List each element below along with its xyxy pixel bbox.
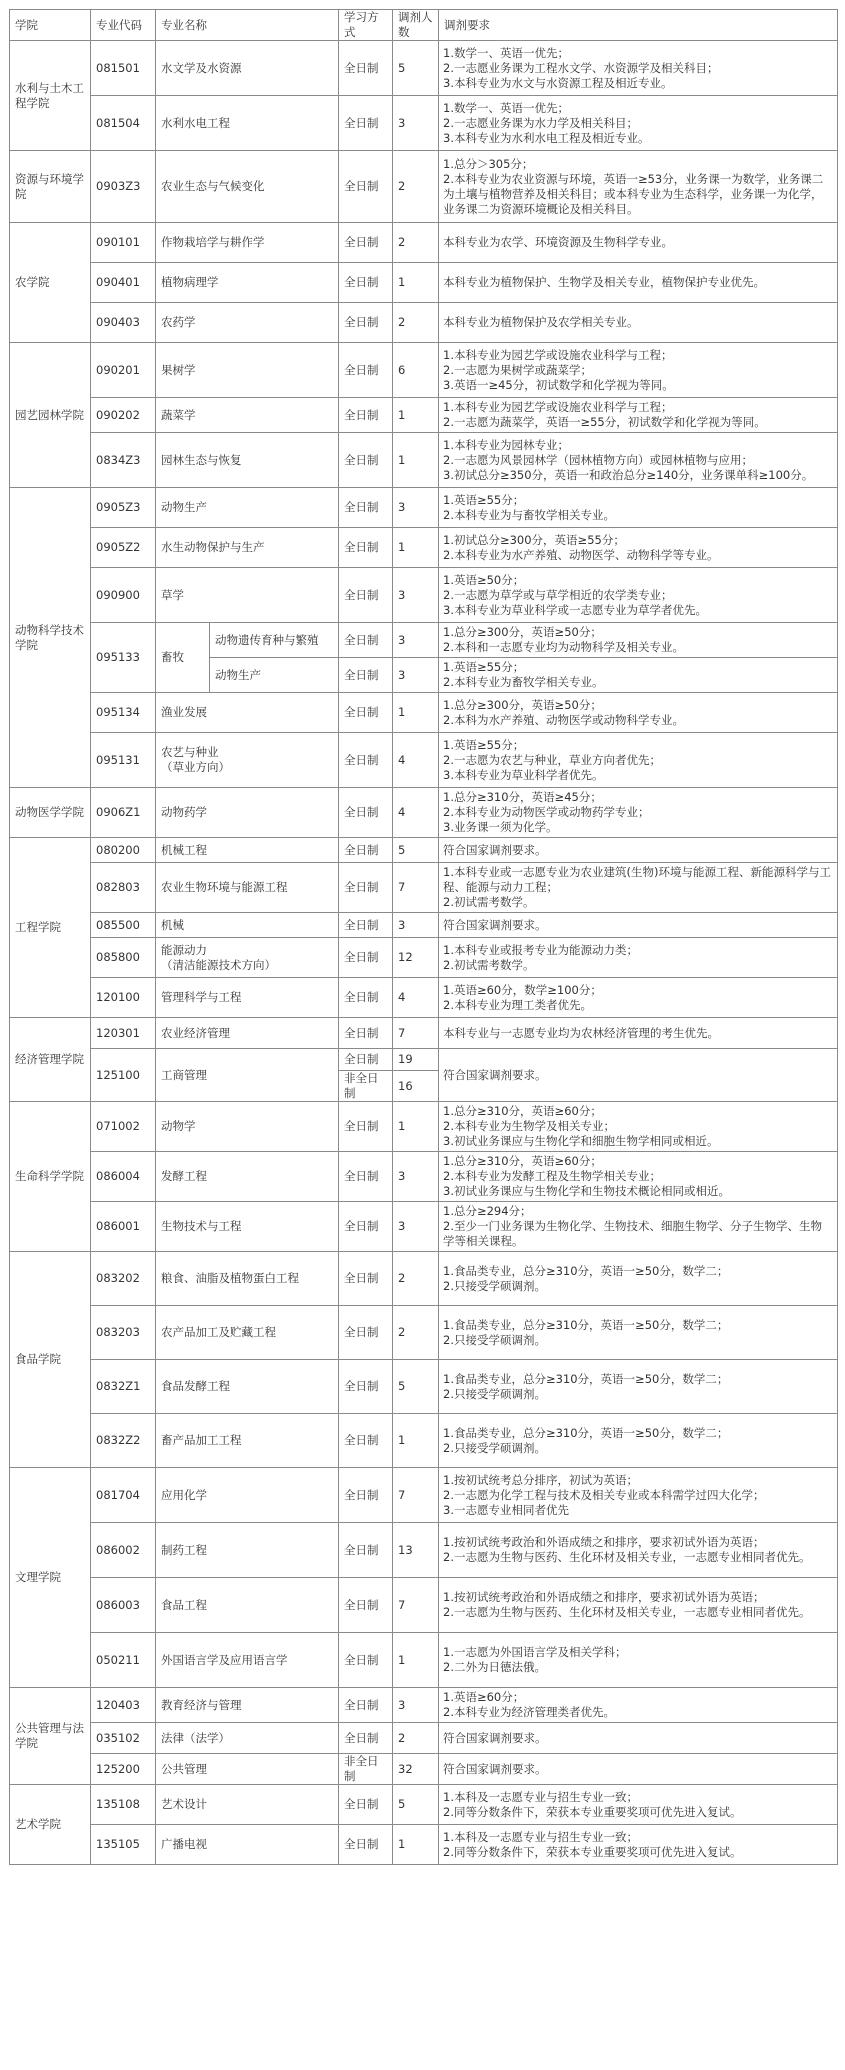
code-cell: 082803 — [91, 863, 156, 913]
table-row — [10, 96, 838, 151]
count-cell: 5 — [393, 41, 439, 96]
requirement-cell: 1.本科及一志愿专业与招生专业一致； 2.同等分数条件下，荣获本专业重要奖项可优先进入复试。 — [439, 1785, 838, 1825]
table-row — [10, 1825, 838, 1865]
table-row — [10, 263, 838, 303]
requirement-cell: 1.英语≥55分； 2.一志愿为农艺与种业，草业方向者优先； 3.本科专业为草业科学者优先。 — [439, 733, 838, 788]
mode-cell: 全日制 — [339, 263, 393, 303]
code-cell: 081704 — [91, 1468, 156, 1523]
table-row — [10, 223, 838, 263]
count-cell: 4 — [393, 788, 439, 838]
requirement-cell: 1.数学一、英语一优先； 2.一志愿业务课为水力学及相关科目； 3.本科专业为水利水电工程及相近专业。 — [439, 96, 838, 151]
mode-cell: 全日制 — [339, 1785, 393, 1825]
table-row — [10, 1723, 838, 1754]
name-cell: 水生动物保护与生产 — [156, 528, 339, 568]
requirement-cell: 1.按初试统考政治和外语成绩之和排序，要求初试外语为英语； 2.一志愿为生物与医药、生化环材及相关专业，一志愿专业相同者优先。 — [439, 1523, 838, 1578]
adjustment-table — [9, 9, 838, 1865]
table-row — [10, 1688, 838, 1723]
college-cell: 水利与土木工程学院 — [10, 41, 91, 151]
name-cell: 渔业发展 — [156, 693, 339, 733]
mode-cell: 全日制 — [339, 1414, 393, 1468]
requirement-cell: 1.本科专业或一志愿专业为农业建筑(生物)环境与能源工程、新能源科学与工程、能源与动力工程； 2.初试需考数学。 — [439, 863, 838, 913]
code-cell: 090202 — [91, 398, 156, 433]
code-cell: 086004 — [91, 1152, 156, 1202]
table-row — [10, 1018, 838, 1049]
name-cell: 畜牧 — [156, 623, 210, 693]
code-cell: 125100 — [91, 1049, 156, 1102]
mode-cell: 全日制 — [339, 1825, 393, 1865]
mode-cell: 全日制 — [339, 1306, 393, 1360]
code-cell: 086003 — [91, 1578, 156, 1633]
mode-cell: 全日制 — [339, 1633, 393, 1688]
count-cell: 1 — [393, 263, 439, 303]
count-cell: 1 — [393, 1825, 439, 1865]
code-cell: 090101 — [91, 223, 156, 263]
mode-cell: 全日制 — [339, 733, 393, 788]
mode-cell: 全日制 — [339, 433, 393, 488]
name-cell: 农药学 — [156, 303, 339, 343]
mode-cell: 全日制 — [339, 788, 393, 838]
requirement-cell: 1.英语≥55分； 2.本科专业为畜牧学相关专业。 — [439, 658, 838, 693]
mode-cell: 全日制 — [339, 528, 393, 568]
table-row — [10, 41, 838, 96]
mode-cell: 全日制 — [339, 1468, 393, 1523]
table-row — [10, 693, 838, 733]
name-cell: 蔬菜学 — [156, 398, 339, 433]
count-cell: 5 — [393, 1360, 439, 1414]
count-cell: 3 — [393, 488, 439, 528]
code-cell: 120100 — [91, 978, 156, 1018]
name-cell: 机械 — [156, 913, 339, 938]
college-cell: 农学院 — [10, 223, 91, 343]
name-cell: 水利水电工程 — [156, 96, 339, 151]
requirement-cell: 符合国家调剂要求。 — [439, 1754, 838, 1785]
mode-cell: 全日制 — [339, 1018, 393, 1049]
requirement-cell: 1.总分＞305分； 2.本科专业为农业资源与环境，英语一≥53分，业务课一为数学，业务课二为土壤与植物营养及相关科目；或本科专业为生态科学，业务课一为化学，业务课二为资源环境概论及相关科目。 — [439, 151, 838, 223]
table-row — [10, 528, 838, 568]
name-cell: 外国语言学及应用语言学 — [156, 1633, 339, 1688]
name-cell: 农艺与种业 （草业方向） — [156, 733, 339, 788]
code-cell: 086001 — [91, 1202, 156, 1252]
name-cell: 生物技术与工程 — [156, 1202, 339, 1252]
code-cell: 120403 — [91, 1688, 156, 1723]
mode-cell: 全日制 — [339, 41, 393, 96]
table-row — [10, 398, 838, 433]
header-mode: 学习方式 — [339, 10, 393, 41]
code-cell: 135108 — [91, 1785, 156, 1825]
code-cell: 0832Z2 — [91, 1414, 156, 1468]
name-cell: 法律（法学） — [156, 1723, 339, 1754]
table-row — [10, 151, 838, 223]
count-cell: 2 — [393, 1252, 439, 1306]
mode-cell: 全日制 — [339, 623, 393, 658]
table-row — [10, 433, 838, 488]
count-cell: 2 — [393, 1723, 439, 1754]
code-cell: 050211 — [91, 1633, 156, 1688]
count-cell: 5 — [393, 838, 439, 863]
table-row — [10, 1102, 838, 1152]
mode-cell: 全日制 — [339, 913, 393, 938]
table-row — [10, 863, 838, 913]
count-cell: 12 — [393, 938, 439, 978]
college-cell: 食品学院 — [10, 1252, 91, 1468]
count-cell: 13 — [393, 1523, 439, 1578]
code-cell: 095131 — [91, 733, 156, 788]
requirement-cell: 1.总分≥300分，英语≥50分； 2.本科和一志愿专业均为动物科学及相关专业。 — [439, 623, 838, 658]
requirement-cell: 1.总分≥310分，英语≥60分； 2.本科专业为发酵工程及生物学相关专业； 3.初试业务课应与生物化学和生物技术概论相同或相近。 — [439, 1152, 838, 1202]
mode-cell: 全日制 — [339, 1688, 393, 1723]
mode-cell: 全日制 — [339, 1152, 393, 1202]
code-cell: 095134 — [91, 693, 156, 733]
mode-cell: 全日制 — [339, 1202, 393, 1252]
mode-cell: 非全日制 — [339, 1754, 393, 1785]
name-cell: 能源动力 （清洁能源技术方向） — [156, 938, 339, 978]
count-cell: 1 — [393, 398, 439, 433]
college-cell: 经济管理学院 — [10, 1018, 91, 1102]
count-cell: 3 — [393, 568, 439, 623]
name-cell: 公共管理 — [156, 1754, 339, 1785]
requirement-cell: 1.初试总分≥300分，英语≥55分； 2.本科专业为水产养殖、动物医学、动物科学等专业。 — [439, 528, 838, 568]
header-college: 学院 — [10, 10, 91, 41]
college-cell: 公共管理与法学院 — [10, 1688, 91, 1785]
mode-cell: 全日制 — [339, 838, 393, 863]
name-cell: 农业经济管理 — [156, 1018, 339, 1049]
sub-direction-cell: 动物遗传育种与繁殖 — [210, 623, 339, 658]
count-cell: 2 — [393, 1306, 439, 1360]
requirement-cell: 符合国家调剂要求。 — [439, 838, 838, 863]
code-cell: 090401 — [91, 263, 156, 303]
code-cell: 080200 — [91, 838, 156, 863]
mode-cell: 全日制 — [339, 1578, 393, 1633]
code-cell: 085800 — [91, 938, 156, 978]
count-cell: 5 — [393, 1785, 439, 1825]
count-cell: 1 — [393, 1633, 439, 1688]
table-row — [10, 1252, 838, 1306]
name-cell: 管理科学与工程 — [156, 978, 339, 1018]
mode-cell: 全日制 — [339, 96, 393, 151]
name-cell: 园林生态与恢复 — [156, 433, 339, 488]
requirement-cell: 本科专业与一志愿专业均为农林经济管理的考生优先。 — [439, 1018, 838, 1049]
name-cell: 畜产品加工工程 — [156, 1414, 339, 1468]
sub-direction-cell: 动物生产 — [210, 658, 339, 693]
count-cell: 16 — [393, 1071, 439, 1102]
mode-cell: 全日制 — [339, 938, 393, 978]
count-cell: 1 — [393, 1102, 439, 1152]
requirement-cell: 1.总分≥294分； 2.至少一门业务课为生物化学、生物技术、细胞生物学、分子生物学、生物学等相关课程。 — [439, 1202, 838, 1252]
name-cell: 广播电视 — [156, 1825, 339, 1865]
code-cell: 071002 — [91, 1102, 156, 1152]
name-cell: 工商管理 — [156, 1049, 339, 1102]
college-cell: 工程学院 — [10, 838, 91, 1018]
count-cell: 3 — [393, 623, 439, 658]
count-cell: 7 — [393, 1018, 439, 1049]
code-cell: 035102 — [91, 1723, 156, 1754]
mode-cell: 全日制 — [339, 1049, 393, 1071]
count-cell: 1 — [393, 433, 439, 488]
requirement-cell: 1.本科专业为园林专业； 2.一志愿为风景园林学（园林植物方向）或园林植物与应用； 3.初试总分≥350分，英语一和政治总分≥140分，业务课单科≥100分。 — [439, 433, 838, 488]
code-cell: 0905Z3 — [91, 488, 156, 528]
header-count: 调剂人数 — [393, 10, 439, 41]
count-cell: 2 — [393, 303, 439, 343]
table-row — [10, 303, 838, 343]
code-cell: 090201 — [91, 343, 156, 398]
table-row — [10, 1633, 838, 1688]
requirement-cell: 1.英语≥55分； 2.本科专业为与畜牧学相关专业。 — [439, 488, 838, 528]
table-row — [10, 568, 838, 623]
code-cell: 086002 — [91, 1523, 156, 1578]
mode-cell: 全日制 — [339, 568, 393, 623]
header-name: 专业名称 — [156, 10, 339, 41]
college-cell: 园艺园林学院 — [10, 343, 91, 488]
name-cell: 食品工程 — [156, 1578, 339, 1633]
mode-cell: 全日制 — [339, 1523, 393, 1578]
header-row — [10, 10, 838, 41]
college-cell: 动物科学技术学院 — [10, 488, 91, 788]
count-cell: 6 — [393, 343, 439, 398]
code-cell: 081504 — [91, 96, 156, 151]
name-cell: 粮食、油脂及植物蛋白工程 — [156, 1252, 339, 1306]
requirement-cell: 符合国家调剂要求。 — [439, 1723, 838, 1754]
mode-cell: 全日制 — [339, 151, 393, 223]
code-cell: 0905Z2 — [91, 528, 156, 568]
count-cell: 4 — [393, 978, 439, 1018]
requirement-cell: 本科专业为农学、环境资源及生物科学专业。 — [439, 223, 838, 263]
requirement-cell: 本科专业为植物保护及农学相关专业。 — [439, 303, 838, 343]
college-cell: 生命科学学院 — [10, 1102, 91, 1252]
code-cell: 083202 — [91, 1252, 156, 1306]
requirement-cell: 1.英语≥60分，数学≥100分； 2.本科专业为理工类者优先。 — [439, 978, 838, 1018]
mode-cell: 全日制 — [339, 693, 393, 733]
mode-cell: 非全日制 — [339, 1071, 393, 1102]
name-cell: 农业生物环境与能源工程 — [156, 863, 339, 913]
requirement-cell: 1.总分≥310分，英语≥60分； 2.本科专业为生物学及相关专业； 3.初试业务课应与生物化学和细胞生物学相同或相近。 — [439, 1102, 838, 1152]
table-row — [10, 1578, 838, 1633]
name-cell: 艺术设计 — [156, 1785, 339, 1825]
code-cell: 0834Z3 — [91, 433, 156, 488]
mode-cell: 全日制 — [339, 223, 393, 263]
requirement-cell: 1.按初试统考总分排序，初试为英语； 2.一志愿为化学工程与技术及相关专业或本科需学过四大化学； 3.一志愿专业相同者优先 — [439, 1468, 838, 1523]
count-cell: 19 — [393, 1049, 439, 1071]
table-row — [10, 1360, 838, 1414]
table-row — [10, 1754, 838, 1785]
name-cell: 动物学 — [156, 1102, 339, 1152]
code-cell: 085500 — [91, 913, 156, 938]
mode-cell: 全日制 — [339, 343, 393, 398]
name-cell: 草学 — [156, 568, 339, 623]
requirement-cell: 1.食品类专业，总分≥310分，英语一≥50分，数学二； 2.只接受学硕调剂。 — [439, 1414, 838, 1468]
name-cell: 制药工程 — [156, 1523, 339, 1578]
code-cell: 0903Z3 — [91, 151, 156, 223]
requirement-cell: 1.食品类专业，总分≥310分，英语一≥50分，数学二； 2.只接受学硕调剂。 — [439, 1360, 838, 1414]
name-cell: 农产品加工及贮藏工程 — [156, 1306, 339, 1360]
college-cell: 文理学院 — [10, 1468, 91, 1688]
name-cell: 食品发酵工程 — [156, 1360, 339, 1414]
name-cell: 动物生产 — [156, 488, 339, 528]
name-cell: 农业生态与气候变化 — [156, 151, 339, 223]
table-row — [10, 733, 838, 788]
code-cell: 125200 — [91, 1754, 156, 1785]
name-cell: 水文学及水资源 — [156, 41, 339, 96]
table-row — [10, 1152, 838, 1202]
table-row — [10, 1049, 838, 1071]
name-cell: 发酵工程 — [156, 1152, 339, 1202]
mode-cell: 全日制 — [339, 488, 393, 528]
requirement-cell: 1.数学一、英语一优先； 2.一志愿业务课为工程水文学、水资源学及相关科目； 3.本科专业为水文与水资源工程及相近专业。 — [439, 41, 838, 96]
header-code: 专业代码 — [91, 10, 156, 41]
code-cell: 081501 — [91, 41, 156, 96]
requirement-cell: 1.总分≥310分，英语≥45分； 2.本科专业为动物医学或动物药学专业； 3.业务课一须为化学。 — [439, 788, 838, 838]
name-cell: 动物药学 — [156, 788, 339, 838]
code-cell: 090403 — [91, 303, 156, 343]
count-cell: 7 — [393, 1578, 439, 1633]
count-cell: 1 — [393, 528, 439, 568]
table-row — [10, 1414, 838, 1468]
name-cell: 果树学 — [156, 343, 339, 398]
requirement-cell: 1.食品类专业，总分≥310分，英语一≥50分，数学二； 2.只接受学硕调剂。 — [439, 1252, 838, 1306]
mode-cell: 全日制 — [339, 1102, 393, 1152]
count-cell: 3 — [393, 1688, 439, 1723]
count-cell: 7 — [393, 1468, 439, 1523]
mode-cell: 全日制 — [339, 658, 393, 693]
college-cell: 资源与环境学院 — [10, 151, 91, 223]
table-row — [10, 788, 838, 838]
header-requirement: 调剂要求 — [439, 10, 838, 41]
count-cell: 1 — [393, 693, 439, 733]
mode-cell: 全日制 — [339, 303, 393, 343]
code-cell: 083203 — [91, 1306, 156, 1360]
requirement-cell: 1.一志愿为外国语言学及相关学科； 2.二外为日德法俄。 — [439, 1633, 838, 1688]
requirement-cell: 1.食品类专业，总分≥310分，英语一≥50分，数学二； 2.只接受学硕调剂。 — [439, 1306, 838, 1360]
college-cell: 艺术学院 — [10, 1785, 91, 1865]
name-cell: 作物栽培学与耕作学 — [156, 223, 339, 263]
table-row — [10, 838, 838, 863]
college-cell: 动物医学学院 — [10, 788, 91, 838]
count-cell: 3 — [393, 96, 439, 151]
code-cell: 095133 — [91, 623, 156, 693]
code-cell: 090900 — [91, 568, 156, 623]
requirement-cell: 1.按初试统考政治和外语成绩之和排序，要求初试外语为英语； 2.一志愿为生物与医药、生化环材及相关专业，一志愿专业相同者优先。 — [439, 1578, 838, 1633]
requirement-cell: 本科专业为植物保护、生物学及相关专业，植物保护专业优先。 — [439, 263, 838, 303]
count-cell: 32 — [393, 1754, 439, 1785]
count-cell: 4 — [393, 733, 439, 788]
requirement-cell: 符合国家调剂要求。 — [439, 913, 838, 938]
count-cell: 7 — [393, 863, 439, 913]
name-cell: 机械工程 — [156, 838, 339, 863]
count-cell: 2 — [393, 223, 439, 263]
table-row — [10, 488, 838, 528]
mode-cell: 全日制 — [339, 863, 393, 913]
mode-cell: 全日制 — [339, 978, 393, 1018]
requirement-cell: 1.英语≥50分； 2.一志愿为草学或与草学相近的农学类专业； 3.本科专业为草业科学或一志愿专业为草学者优先。 — [439, 568, 838, 623]
code-cell: 0832Z1 — [91, 1360, 156, 1414]
table-row — [10, 1468, 838, 1523]
requirement-cell: 1.本科专业为园艺学或设施农业科学与工程； 2.一志愿为蔬菜学，英语一≥55分，初试数学和化学视为等同。 — [439, 398, 838, 433]
mode-cell: 全日制 — [339, 398, 393, 433]
requirement-cell: 1.本科及一志愿专业与招生专业一致； 2.同等分数条件下，荣获本专业重要奖项可优先进入复试。 — [439, 1825, 838, 1865]
mode-cell: 全日制 — [339, 1723, 393, 1754]
table-row — [10, 978, 838, 1018]
requirement-cell: 1.本科专业或报考专业为能源动力类； 2.初试需考数学。 — [439, 938, 838, 978]
table-row — [10, 1202, 838, 1252]
count-cell: 3 — [393, 1202, 439, 1252]
mode-cell: 全日制 — [339, 1360, 393, 1414]
count-cell: 3 — [393, 658, 439, 693]
name-cell: 植物病理学 — [156, 263, 339, 303]
count-cell: 2 — [393, 151, 439, 223]
count-cell: 3 — [393, 913, 439, 938]
requirement-cell: 1.总分≥300分，英语≥50分； 2.本科为水产养殖、动物医学或动物科学专业。 — [439, 693, 838, 733]
table-row — [10, 623, 838, 658]
count-cell: 3 — [393, 1152, 439, 1202]
code-cell: 0906Z1 — [91, 788, 156, 838]
requirement-cell: 符合国家调剂要求。 — [439, 1049, 838, 1102]
table-row — [10, 913, 838, 938]
count-cell: 1 — [393, 1414, 439, 1468]
requirement-cell: 1.本科专业为园艺学或设施农业科学与工程； 2.一志愿为果树学或蔬菜学； 3.英语一≥45分，初试数学和化学视为等同。 — [439, 343, 838, 398]
table-row — [10, 1785, 838, 1825]
table-row — [10, 938, 838, 978]
name-cell: 教育经济与管理 — [156, 1688, 339, 1723]
table-row — [10, 1306, 838, 1360]
table-row — [10, 343, 838, 398]
mode-cell: 全日制 — [339, 1252, 393, 1306]
requirement-cell: 1.英语≥60分； 2.本科专业为经济管理类者优先。 — [439, 1688, 838, 1723]
name-cell: 应用化学 — [156, 1468, 339, 1523]
code-cell: 135105 — [91, 1825, 156, 1865]
table-row — [10, 1523, 838, 1578]
code-cell: 120301 — [91, 1018, 156, 1049]
